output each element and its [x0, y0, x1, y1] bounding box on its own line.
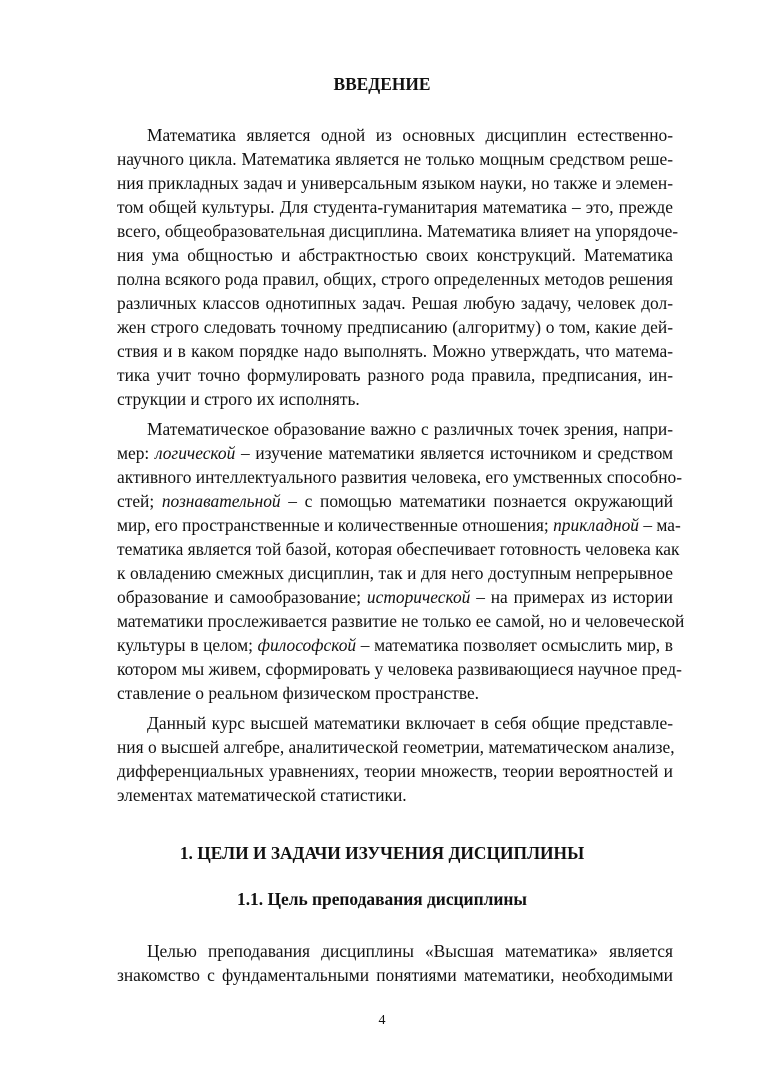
text-run: мир, его пространственные и количественные отношения;: [117, 515, 554, 535]
text-line: элементах математической статистики.: [117, 785, 407, 805]
text-line: различных классов однотипных задач. Решая любую задачу, человек дол-: [117, 293, 673, 313]
page-title: ВВЕДЕНИЕ: [333, 74, 431, 94]
text-line: Целью преподавания дисциплины «Высшая математика» является: [147, 941, 673, 961]
text-line: дифференциальных уравнениях, теории множеств, теории вероятностей и: [117, 761, 673, 781]
text-line: Математическое образование важно с различных точек зрения, напри-: [147, 419, 673, 439]
text-line: Математика является одной из основных дисциплин естественно-: [147, 125, 673, 145]
emphasis-term: исторической: [366, 587, 471, 607]
text-run: – математика позволяет осмыслить мир, в: [356, 635, 674, 655]
emphasis-term: прикладной: [553, 515, 639, 535]
text-run: образование и самообразование;: [117, 587, 367, 607]
text-line: котором мы живем, сформировать у человека развивающиеся научное пред-: [117, 659, 682, 679]
text-line: знакомство с фундаментальными понятиями математики, необходимыми: [117, 965, 673, 985]
text-line: [117, 634, 673, 656]
text-run: мер:: [117, 443, 155, 463]
text-line: том общей культуры. Для студента-гуманитария математика – это, прежде: [117, 197, 673, 217]
text-run: – на примерах из истории: [470, 587, 673, 607]
text-line: ствия и в каком порядке надо выполнять. Можно утверждать, что матема-: [117, 341, 673, 361]
text-line: всего, общеобразовательная дисциплина. Математика влияет на упорядоче-: [117, 221, 679, 241]
text-run: стей;: [117, 491, 162, 511]
text-line: ния ума общностью и абстрактностью своих конструкций. Математика: [117, 245, 673, 265]
text-line: ставление о реальном физическом пространстве.: [117, 683, 480, 703]
text-run: – изучение математики является источником и средством: [235, 443, 673, 463]
emphasis-term: логической: [154, 443, 236, 463]
text-line: Данный курс высшей математики включает в себя общие представле-: [147, 713, 673, 733]
text-line: тематика является той базой, которая обеспечивает готовность человека как: [117, 539, 680, 559]
text-line: жен строго следовать точному предписанию (алгоритму) о том, какие дей-: [117, 317, 673, 337]
text-line: активного интеллектуального развития человека, его умственных способно-: [117, 467, 683, 487]
emphasis-term: философской: [257, 635, 357, 655]
text-line: научного цикла. Математика является не только мощным средством реше-: [117, 149, 673, 169]
emphasis-term: познавательной: [161, 491, 281, 511]
text-line: струкции и строго их исполнять.: [117, 389, 360, 409]
text-line: ния прикладных задач и универсальным языком науки, но также и элемен-: [117, 173, 673, 193]
page-number: 4: [378, 1013, 386, 1028]
text-line: [117, 442, 673, 464]
text-run: культуры в целом;: [117, 635, 258, 655]
text-line: математики прослеживается развитие не только ее самой, но и человеческой: [117, 611, 685, 631]
text-line: к овладению смежных дисциплин, так и для него доступным непрерывное: [117, 563, 673, 583]
text-line: тика учит точно формулировать разного рода правила, предписания, ин-: [117, 365, 673, 385]
text-line: ния о высшей алгебре, аналитической геометрии, математическом анализе,: [117, 737, 675, 757]
subsection-heading: 1.1. Цель преподавания дисциплины: [237, 889, 527, 909]
section-heading: 1. ЦЕЛИ И ЗАДАЧИ ИЗУЧЕНИЯ ДИСЦИПЛИНЫ: [179, 843, 585, 863]
text-line: полна всякого рода правил, общих, строго определенных методов решения: [117, 269, 673, 289]
text-line: [117, 514, 681, 536]
text-line: [117, 490, 673, 512]
text-run: – ма-: [639, 515, 681, 535]
text-line: [117, 586, 673, 608]
text-run: – с помощью математики познается окружающий: [280, 491, 673, 511]
